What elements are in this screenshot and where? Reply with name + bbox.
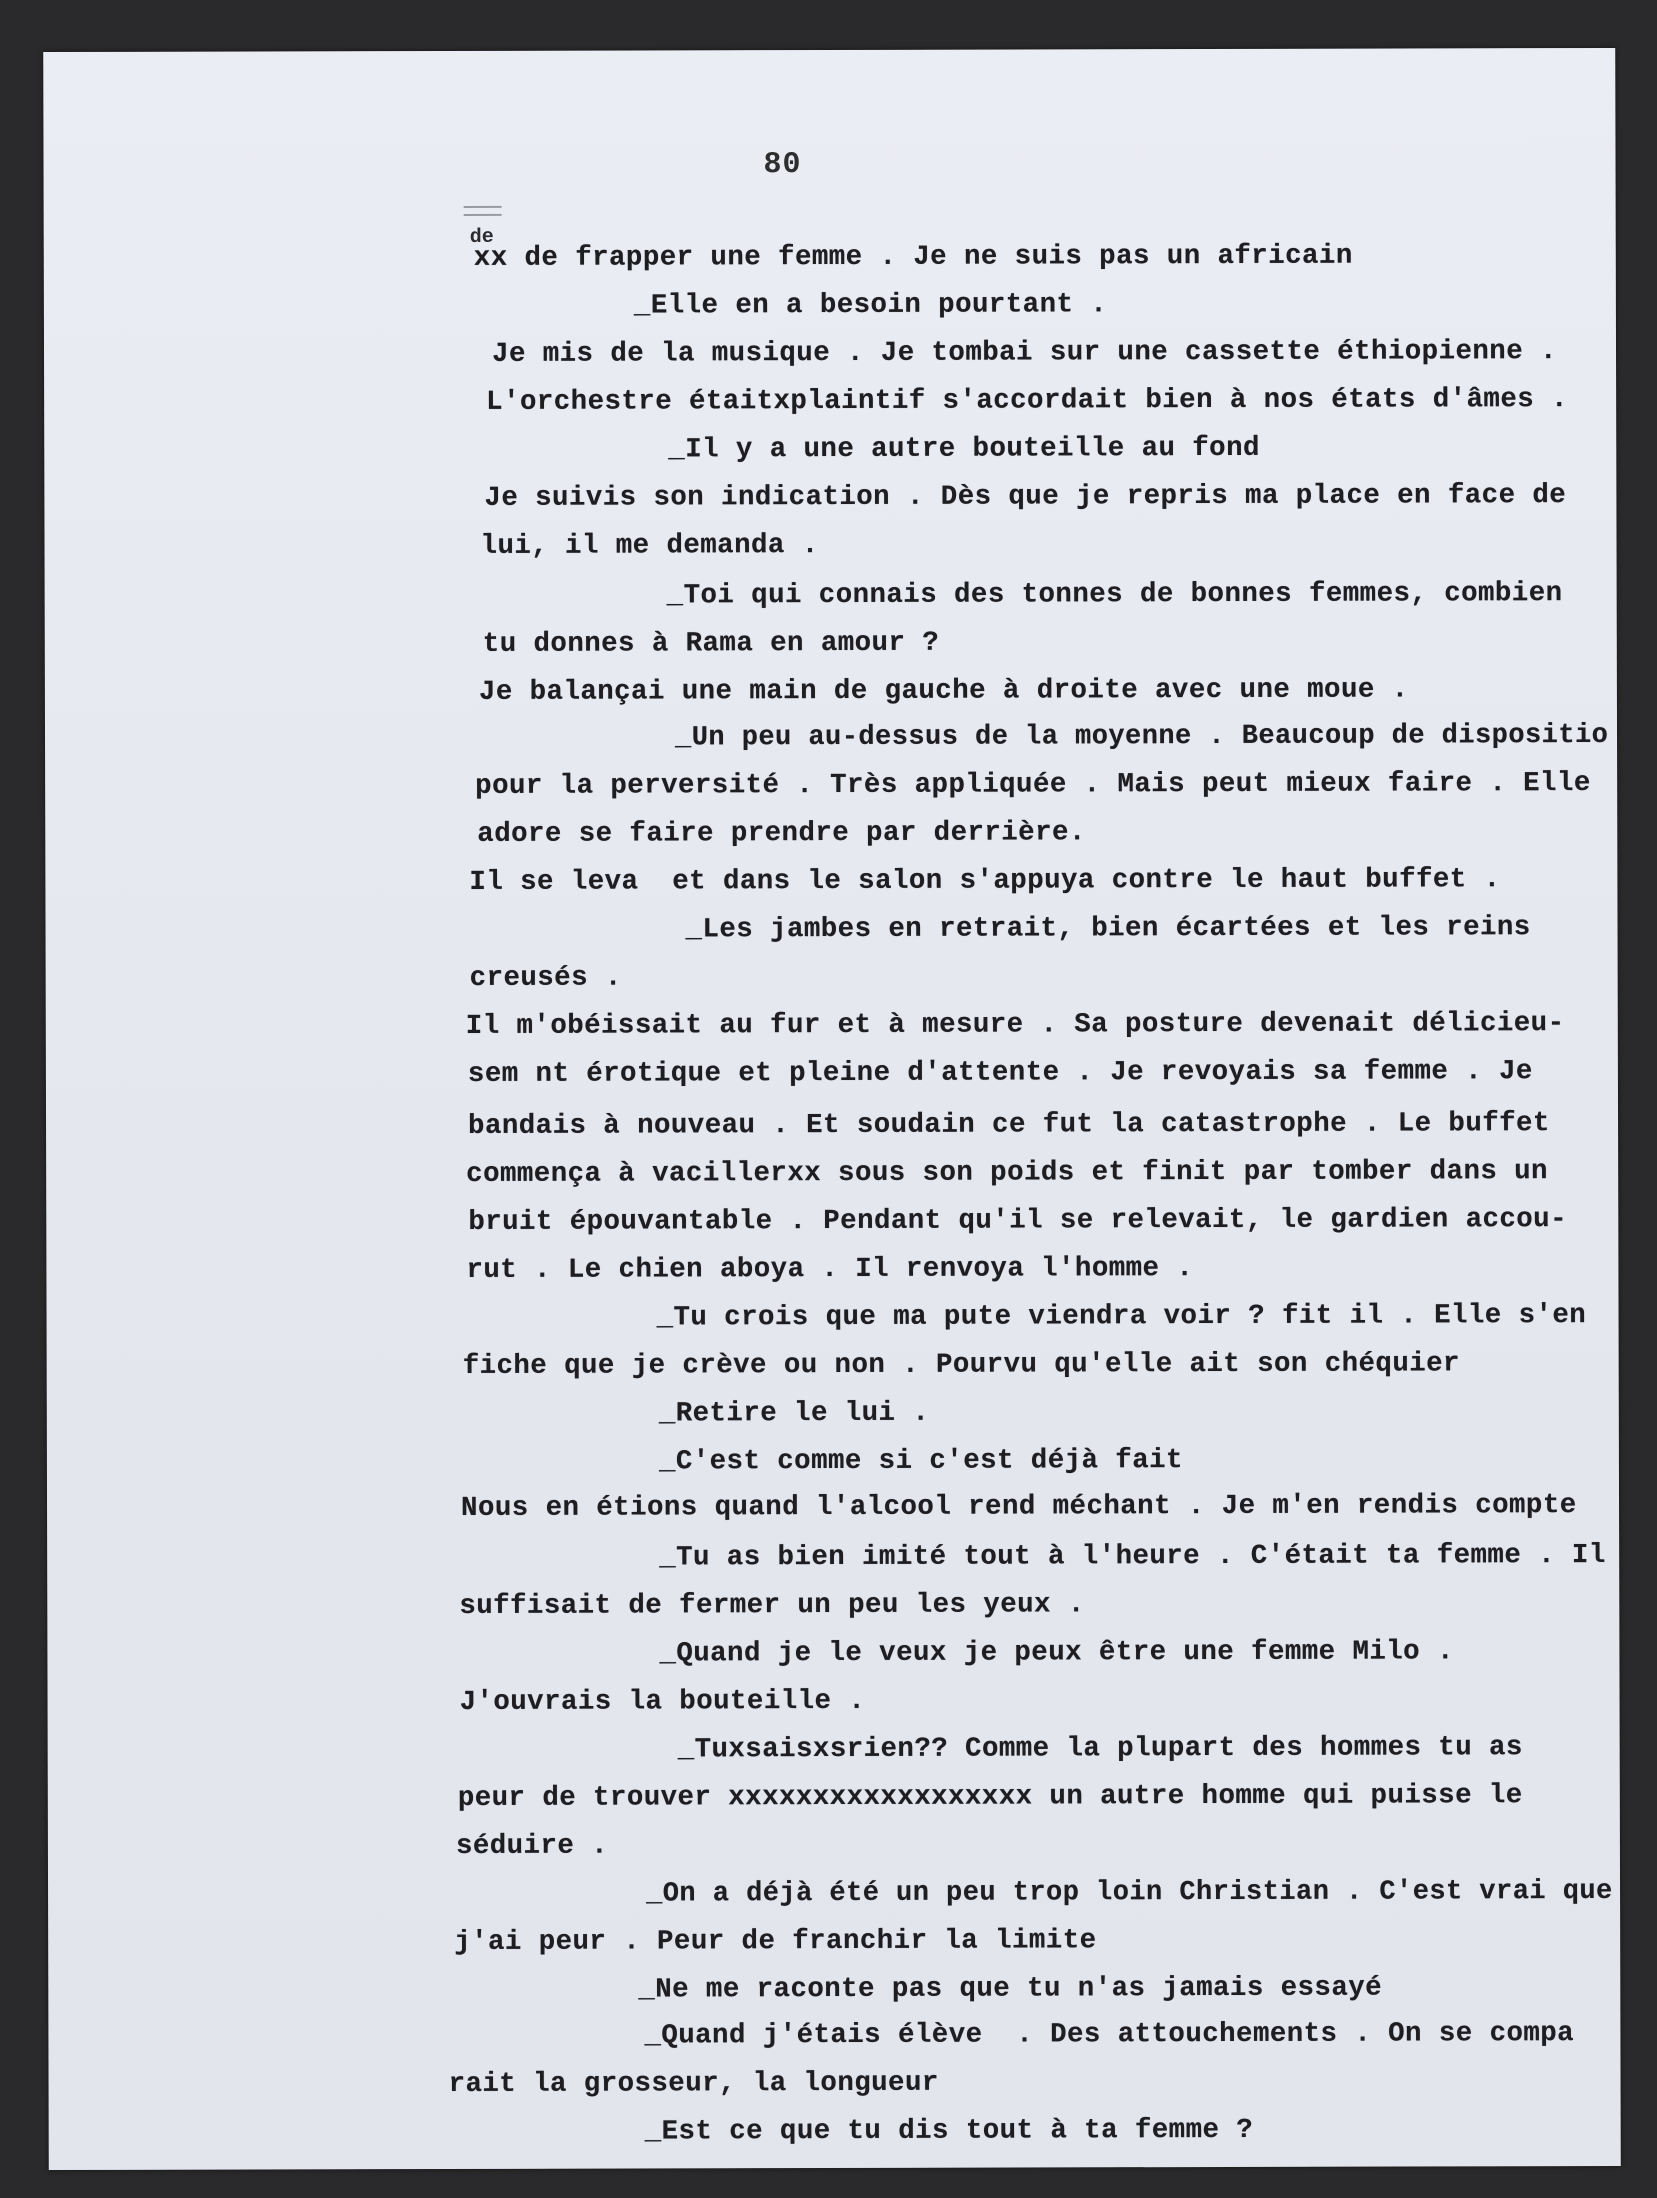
text-line: Je balançai une main de gauche à droite avec une moue . xyxy=(478,674,1409,708)
text-line: _Ne me raconte pas que tu n'as jamais essayé xyxy=(638,1972,1383,2006)
text-line: _Tu crois que ma pute viendra voir ? fit il . Elle s'en xyxy=(656,1300,1587,1334)
text-line: rait la grosseur, la longueur xyxy=(448,2067,939,2101)
text-line: _Tu as bien imité tout à l'heure . C'était ta femme . Il xyxy=(659,1539,1606,1574)
text-line: tu donnes à Rama en amour ? xyxy=(482,627,940,660)
text-line: adore se faire prendre par derrière. xyxy=(477,817,1086,850)
text-line: sem nt érotique et pleine d'attente . Je revoyais sa femme . Je xyxy=(467,1056,1533,1090)
text-line: _C'est comme si c'est déjà fait xyxy=(658,1445,1183,1478)
text-line: _Tuxsaisxsrien?? Comme la plupart des hommes tu as xyxy=(677,1732,1523,1766)
text-line: _Quand je le veux je peux être une femme Milo . xyxy=(659,1636,1454,1670)
margin-note: de xyxy=(469,225,494,249)
text-line: peur de trouver xxxxxxxxxxxxxxxxxx un autre homme qui puisse le xyxy=(457,1780,1523,1814)
text-line: _Toi qui connais des tonnes de bonnes femmes, combien xyxy=(666,578,1563,612)
text-line: _Retire le lui . xyxy=(658,1397,930,1430)
text-line: _Il y a une autre bouteille au fond xyxy=(668,432,1260,466)
text-line: _Elle en a besoin pourtant . xyxy=(633,289,1108,322)
text-line: Il se leva et dans le salon s'appuya contre le haut buffet . xyxy=(469,864,1501,898)
text-line: séduire . xyxy=(455,1830,609,1862)
text-line: bruit épouvantable . Pendant qu'il se relevait, le gardien accou- xyxy=(468,1204,1568,1238)
text-line: lui, il me demanda . xyxy=(480,530,819,562)
typewritten-page xyxy=(43,48,1621,2170)
text-line: pour la perversité . Très appliquée . Mais peut mieux faire . Elle xyxy=(475,768,1591,802)
text-line: j'ai peur . Peur de franchir la limite xyxy=(454,1925,1097,1958)
text-line: suffisait de fermer un peu les yeux . xyxy=(459,1589,1085,1622)
text-line: xx de frapper une femme . Je ne suis pas un africain xyxy=(473,240,1353,274)
text-line: rut . Le chien aboya . Il renvoya l'homme . xyxy=(466,1253,1194,1286)
text-line: _Quand j'étais élève . Des attouchements . On se compa xyxy=(644,2018,1575,2052)
text-line: L'orchestre étaitxplaintif s'accordait bien à nos états d'âmes . xyxy=(486,384,1568,418)
text-line: Je suivis son indication . Dès que je repris ma place en face de xyxy=(484,480,1567,514)
body-text xyxy=(43,48,1621,2170)
text-line: Nous en étions quand l'alcool rend méchant . Je m'en rendis compte xyxy=(461,1490,1577,1524)
text-line: Je mis de la musique . Je tombai sur une cassette éthiopienne . xyxy=(491,336,1557,370)
text-line: commença à vacillerxx sous son poids et finit par tomber dans un xyxy=(466,1156,1548,1190)
text-line: J'ouvrais la bouteille . xyxy=(459,1685,866,1718)
page-number: 80 xyxy=(763,148,802,183)
text-line: Il m'obéissait au fur et à mesure . Sa posture devenait délicieu- xyxy=(465,1008,1565,1042)
text-line: bandais à nouveau . Et soudain ce fut la catastrophe . Le buffet xyxy=(468,1108,1550,1142)
text-line: _Les jambes en retrait, bien écartées et les reins xyxy=(685,912,1531,946)
text-line: creusés . xyxy=(469,962,622,994)
text-line: _Un peu au-dessus de la moyenne . Beaucoup de dispositio xyxy=(674,719,1609,754)
text-line: _On a déjà été un peu trop loin Christian . C'est vrai que xyxy=(646,1875,1613,1910)
text-line: _Est ce que tu dis tout à ta femme ? xyxy=(644,2114,1254,2148)
text-line: fiche que je crève ou non . Pourvu qu'elle ait son chéquier xyxy=(462,1348,1460,1382)
